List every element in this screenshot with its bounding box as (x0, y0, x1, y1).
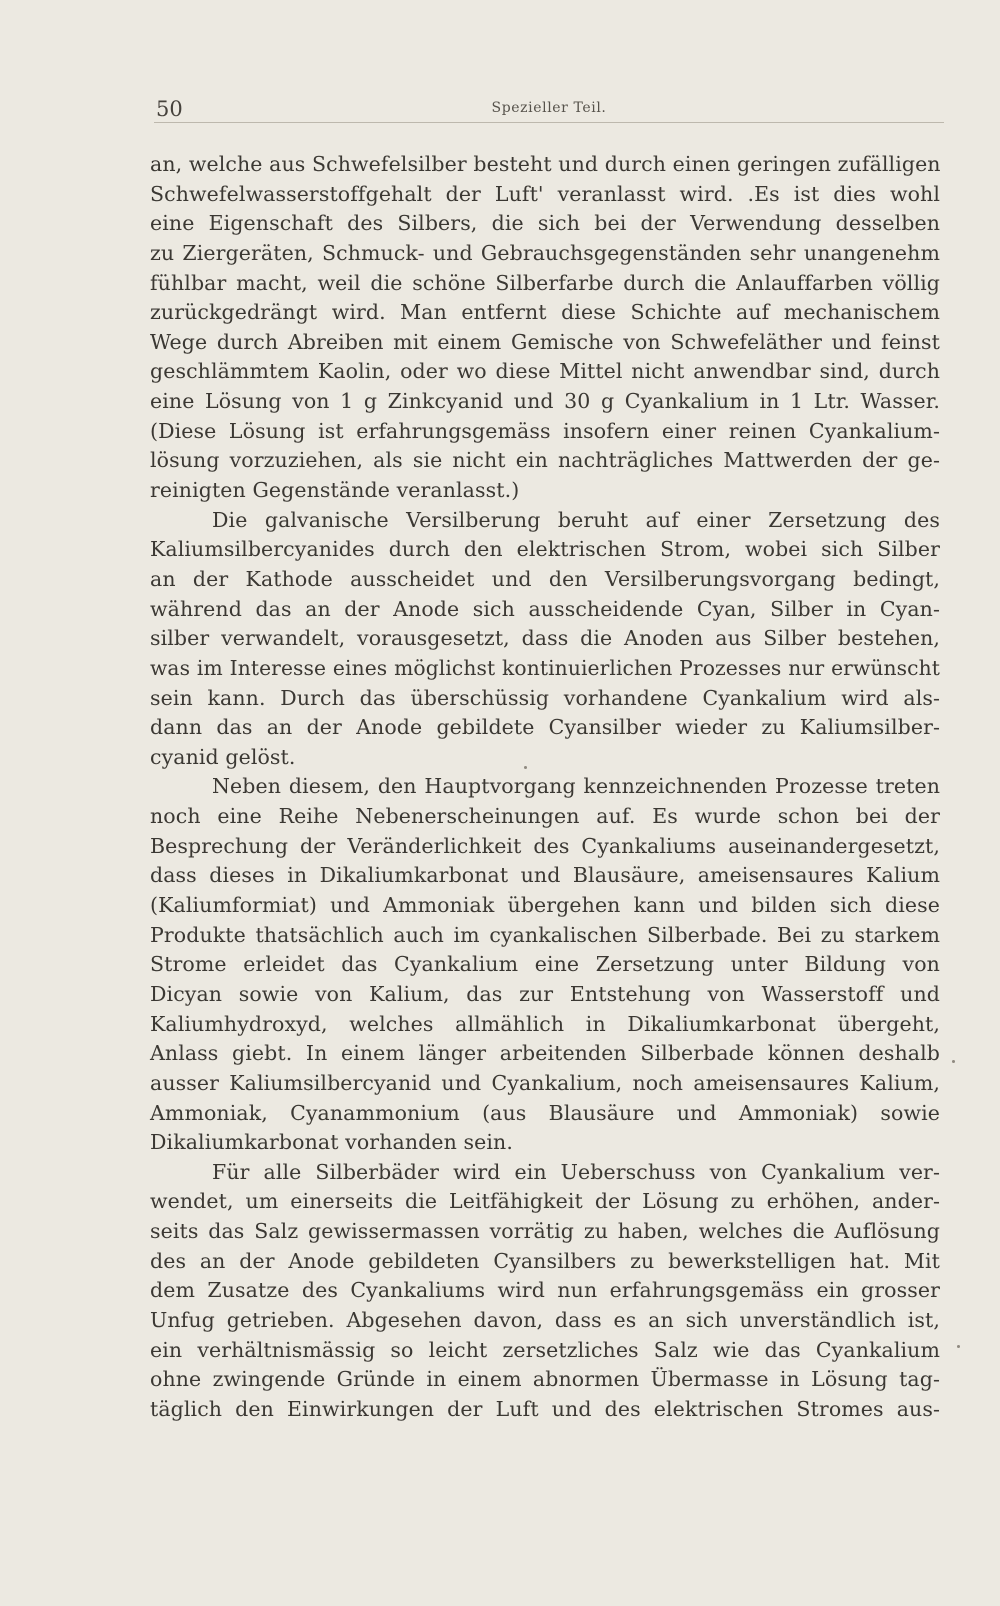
running-title: Spezieller Teil. (491, 100, 607, 116)
text-line: eine Lösung von 1 g Zinkcyanid und 30 g Cyankalium in 1 Ltr. Wasser. (150, 389, 940, 414)
text-line: Die galvanische Versilberung beruht auf einer Zersetzung des (212, 507, 940, 532)
text-line: Dicyan sowie von Kalium, das zur Entstehung von Wasserstoff und (150, 981, 940, 1006)
text-line: (Diese Lösung ist erfahrungsgemäss insofern einer reinen Cyankalium- (150, 418, 940, 443)
text-line: noch eine Reihe Nebenerscheinungen auf. Es wurde schon bei der (150, 804, 940, 829)
text-line: geschlämmtem Kaolin, oder wo diese Mittel nicht anwendbar sind, durch (150, 359, 940, 384)
print-speck (952, 1060, 955, 1063)
text-line: lösung vorzuziehen, als sie nicht ein nachträgliches Mattwerden der ge- (150, 448, 940, 473)
text-line: wendet, um einerseits die Leitfähigkeit der Lösung zu erhöhen, ander- (150, 1189, 940, 1214)
text-line: dann das an der Anode gebildete Cyansilber wieder zu Kaliumsilber- (150, 715, 940, 740)
text-line: reinigten Gegenstände veranlasst.) (150, 478, 520, 503)
text-line: Ammoniak, Cyanammonium (aus Blausäure und Ammoniak) sowie (150, 1100, 940, 1125)
text-line: Anlass giebt. In einem länger arbeitenden Silberbade können deshalb (150, 1041, 940, 1066)
text-line: fühlbar macht, weil die schöne Silberfarbe durch die Anlauffarben völlig (150, 270, 940, 295)
print-speck (957, 1345, 960, 1348)
text-line: seits das Salz gewissermassen vorrätig zu haben, welches die Auflösung (150, 1219, 940, 1244)
text-line: Für alle Silberbäder wird ein Ueberschuss von Cyankalium ver- (212, 1159, 940, 1184)
text-line: Unfug getrieben. Abgesehen davon, dass es an sich unverständlich ist, (150, 1307, 940, 1332)
page-number: 50 (156, 97, 183, 121)
text-line: ohne zwingende Gründe in einem abnormen Übermasse in Lösung tag- (150, 1367, 940, 1392)
text-line: Besprechung der Veränderlichkeit des Cyankaliums auseinandergesetzt, (150, 833, 940, 858)
print-speck (524, 766, 527, 769)
text-line: ausser Kaliumsilbercyanid und Cyankalium, noch ameisensaures Kalium, (150, 1070, 940, 1095)
text-line: was im Interesse eines möglichst kontinuierlichen Prozesses nur erwünscht (150, 655, 940, 680)
text-line: ein verhältnismässig so leicht zersetzliches Salz wie das Cyankalium (150, 1337, 940, 1362)
text-line: (Kaliumformiat) und Ammoniak übergehen kann und bilden sich diese (150, 893, 940, 918)
text-line: des an der Anode gebildeten Cyansilbers zu bewerkstelligen hat. Mit (150, 1248, 940, 1273)
text-line: Produkte thatsächlich auch im cyankalischen Silberbade. Bei zu starkem (150, 922, 940, 947)
text-line: an der Kathode ausscheidet und den Versilberungsvorgang bedingt, (150, 566, 940, 591)
text-line: Neben diesem, den Hauptvorgang kennzeichnenden Prozesse treten (212, 774, 940, 799)
text-line: Kaliumhydroxyd, welches allmählich in Dikaliumkarbonat übergeht, (150, 1011, 940, 1036)
text-line: dass dieses in Dikaliumkarbonat und Blausäure, ameisensaures Kalium (150, 863, 940, 888)
text-line: zu Ziergeräten, Schmuck- und Gebrauchsgegenständen sehr unangenehm (150, 240, 940, 265)
text-line: Wege durch Abreiben mit einem Gemische von Schwefeläther und feinst (150, 329, 940, 354)
text-line: Kaliumsilbercyanides durch den elektrischen Strom, wobei sich Silber (150, 537, 940, 562)
text-line: während das an der Anode sich ausscheidende Cyan, Silber in Cyan- (150, 596, 940, 621)
running-head (154, 96, 944, 123)
text-line: an, welche aus Schwefelsilber besteht und durch einen geringen zufälligen (150, 152, 941, 176)
body-text (150, 150, 940, 1425)
text-line: eine Eigenschaft des Silbers, die sich bei der Verwendung desselben (150, 211, 940, 236)
text-line: zurückgedrängt wird. Man entfernt diese Schichte auf mechanischem (150, 300, 940, 325)
text-line: Strome erleidet das Cyankalium eine Zersetzung unter Bildung von (150, 952, 940, 977)
text-line: dem Zusatze des Cyankaliums wird nun erfahrungsgemäss ein grosser (150, 1278, 940, 1303)
text-line: täglich den Einwirkungen der Luft und des elektrischen Stromes aus- (150, 1396, 940, 1421)
text-line: sein kann. Durch das überschüssig vorhandene Cyankalium wird als- (150, 685, 940, 710)
text-line: Schwefelwasserstoffgehalt der Luft' veranlasst wird. .Es ist dies wohl (150, 181, 940, 206)
text-line: cyanid gelöst. (150, 744, 296, 769)
text-line: silber verwandelt, vorausgesetzt, dass die Anoden aus Silber bestehen, (150, 626, 940, 651)
text-line: Dikaliumkarbonat vorhanden sein. (150, 1130, 513, 1155)
